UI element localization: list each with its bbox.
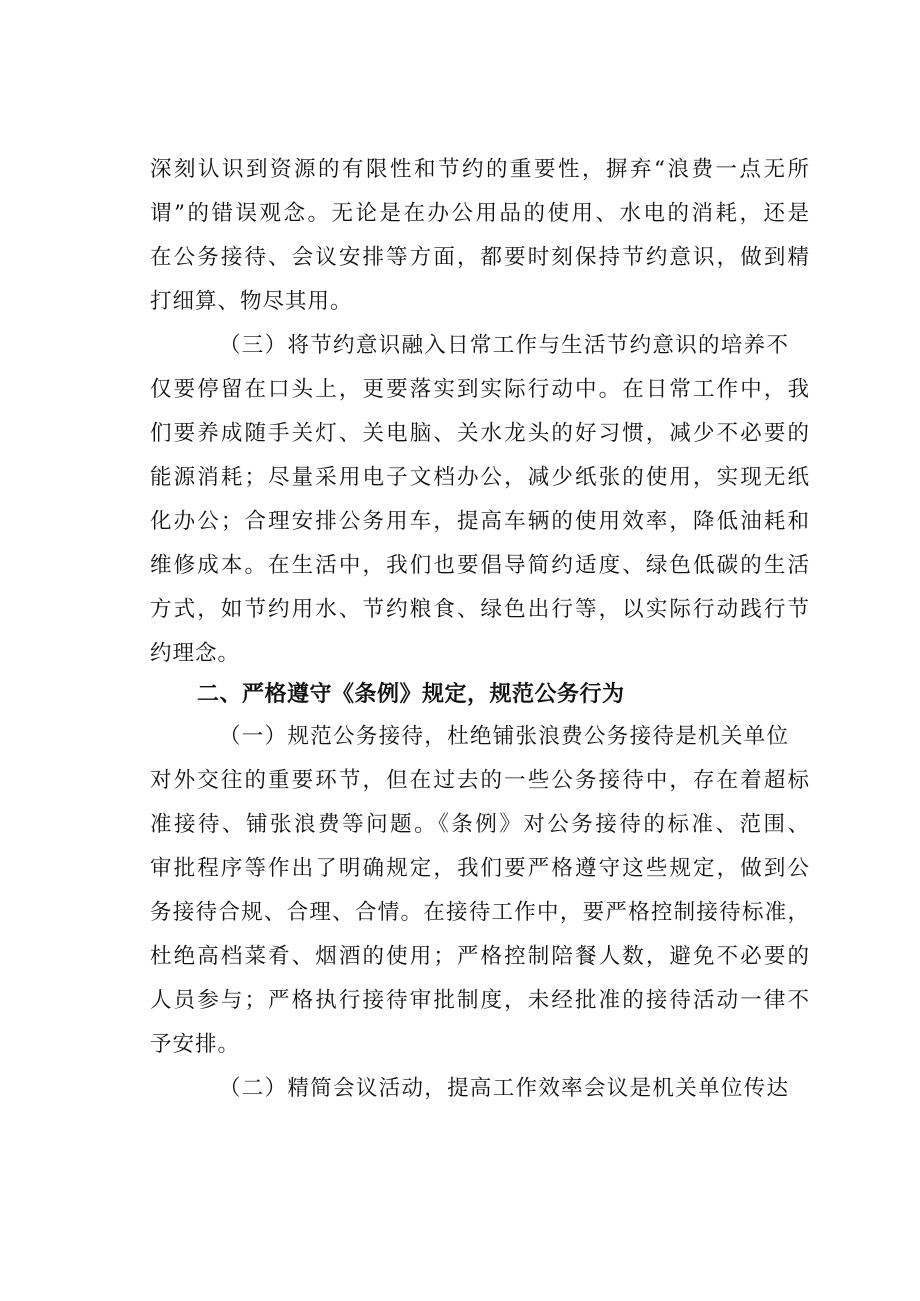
paragraph-3-line-8: 予安排。 — [150, 1032, 241, 1057]
paragraph-2-line-7: 方式，如节约用水、节约粮食、绿色出行等，以实际行动践行节 — [150, 597, 810, 622]
paragraph-2-line-2: 仅要停留在口头上，更要落实到实际行动中。在日常工作中，我 — [150, 377, 810, 402]
paragraph-1-line-3: 在公务接待、会议安排等方面，都要时刻保持节约意识，做到精 — [150, 245, 810, 270]
paragraph-2-line-1: （三）将节约意识融入日常工作与生活节约意识的培养不 — [219, 333, 789, 358]
paragraph-2-line-6: 维修成本。在生活中，我们也要倡导简约适度、绿色低碳的生活 — [150, 553, 810, 578]
paragraph-3-line-4: 审批程序等作出了明确规定，我们要严格遵守这些规定，做到公 — [150, 856, 810, 881]
paragraph-1-line-1: 深刻认识到资源的有限性和节约的重要性，摒弃“浪费一点无所 — [150, 157, 810, 182]
paragraph-3-line-3: 准接待、铺张浪费等问题。《条例》对公务接待的标准、范围、 — [150, 812, 810, 837]
paragraph-1-line-2: 谓”的错误观念。无论是在办公用品的使用、水电的消耗，还是 — [150, 201, 810, 226]
paragraph-2-line-5: 化办公；合理安排公务用车，提高车辆的使用效率，降低油耗和 — [150, 509, 810, 534]
paragraph-3-line-6: 杜绝高档菜肴、烟酒的使用；严格控制陪餐人数，避免不必要的 — [150, 944, 810, 969]
paragraph-2-line-4: 能源消耗；尽量采用电子文档办公，减少纸张的使用，实现无纸 — [150, 465, 810, 490]
paragraph-2-line-8: 约理念。 — [150, 641, 241, 666]
paragraph-3-line-1: （一）规范公务接待，杜绝铺张浪费公务接待是机关单位 — [219, 724, 789, 749]
paragraph-1-line-4: 打细算、物尽其用。 — [150, 289, 353, 314]
paragraph-3-line-5: 务接待合规、合理、合情。在接待工作中，要严格控制接待标准， — [150, 900, 810, 925]
paragraph-3-line-2: 对外交往的重要环节，但在过去的一些公务接待中，存在着超标 — [150, 768, 810, 793]
section-heading: 二、严格遵守《条例》规定，规范公务行为 — [197, 682, 625, 707]
paragraph-3-line-7: 人员参与；严格执行接待审批制度，未经批准的接待活动一律不 — [150, 988, 810, 1013]
paragraph-4-line-1: （二）精简会议活动，提高工作效率会议是机关单位传达 — [219, 1076, 789, 1101]
paragraph-2-line-3: 们要养成随手关灯、关电脑、关水龙头的好习惯，减少不必要的 — [150, 421, 810, 446]
